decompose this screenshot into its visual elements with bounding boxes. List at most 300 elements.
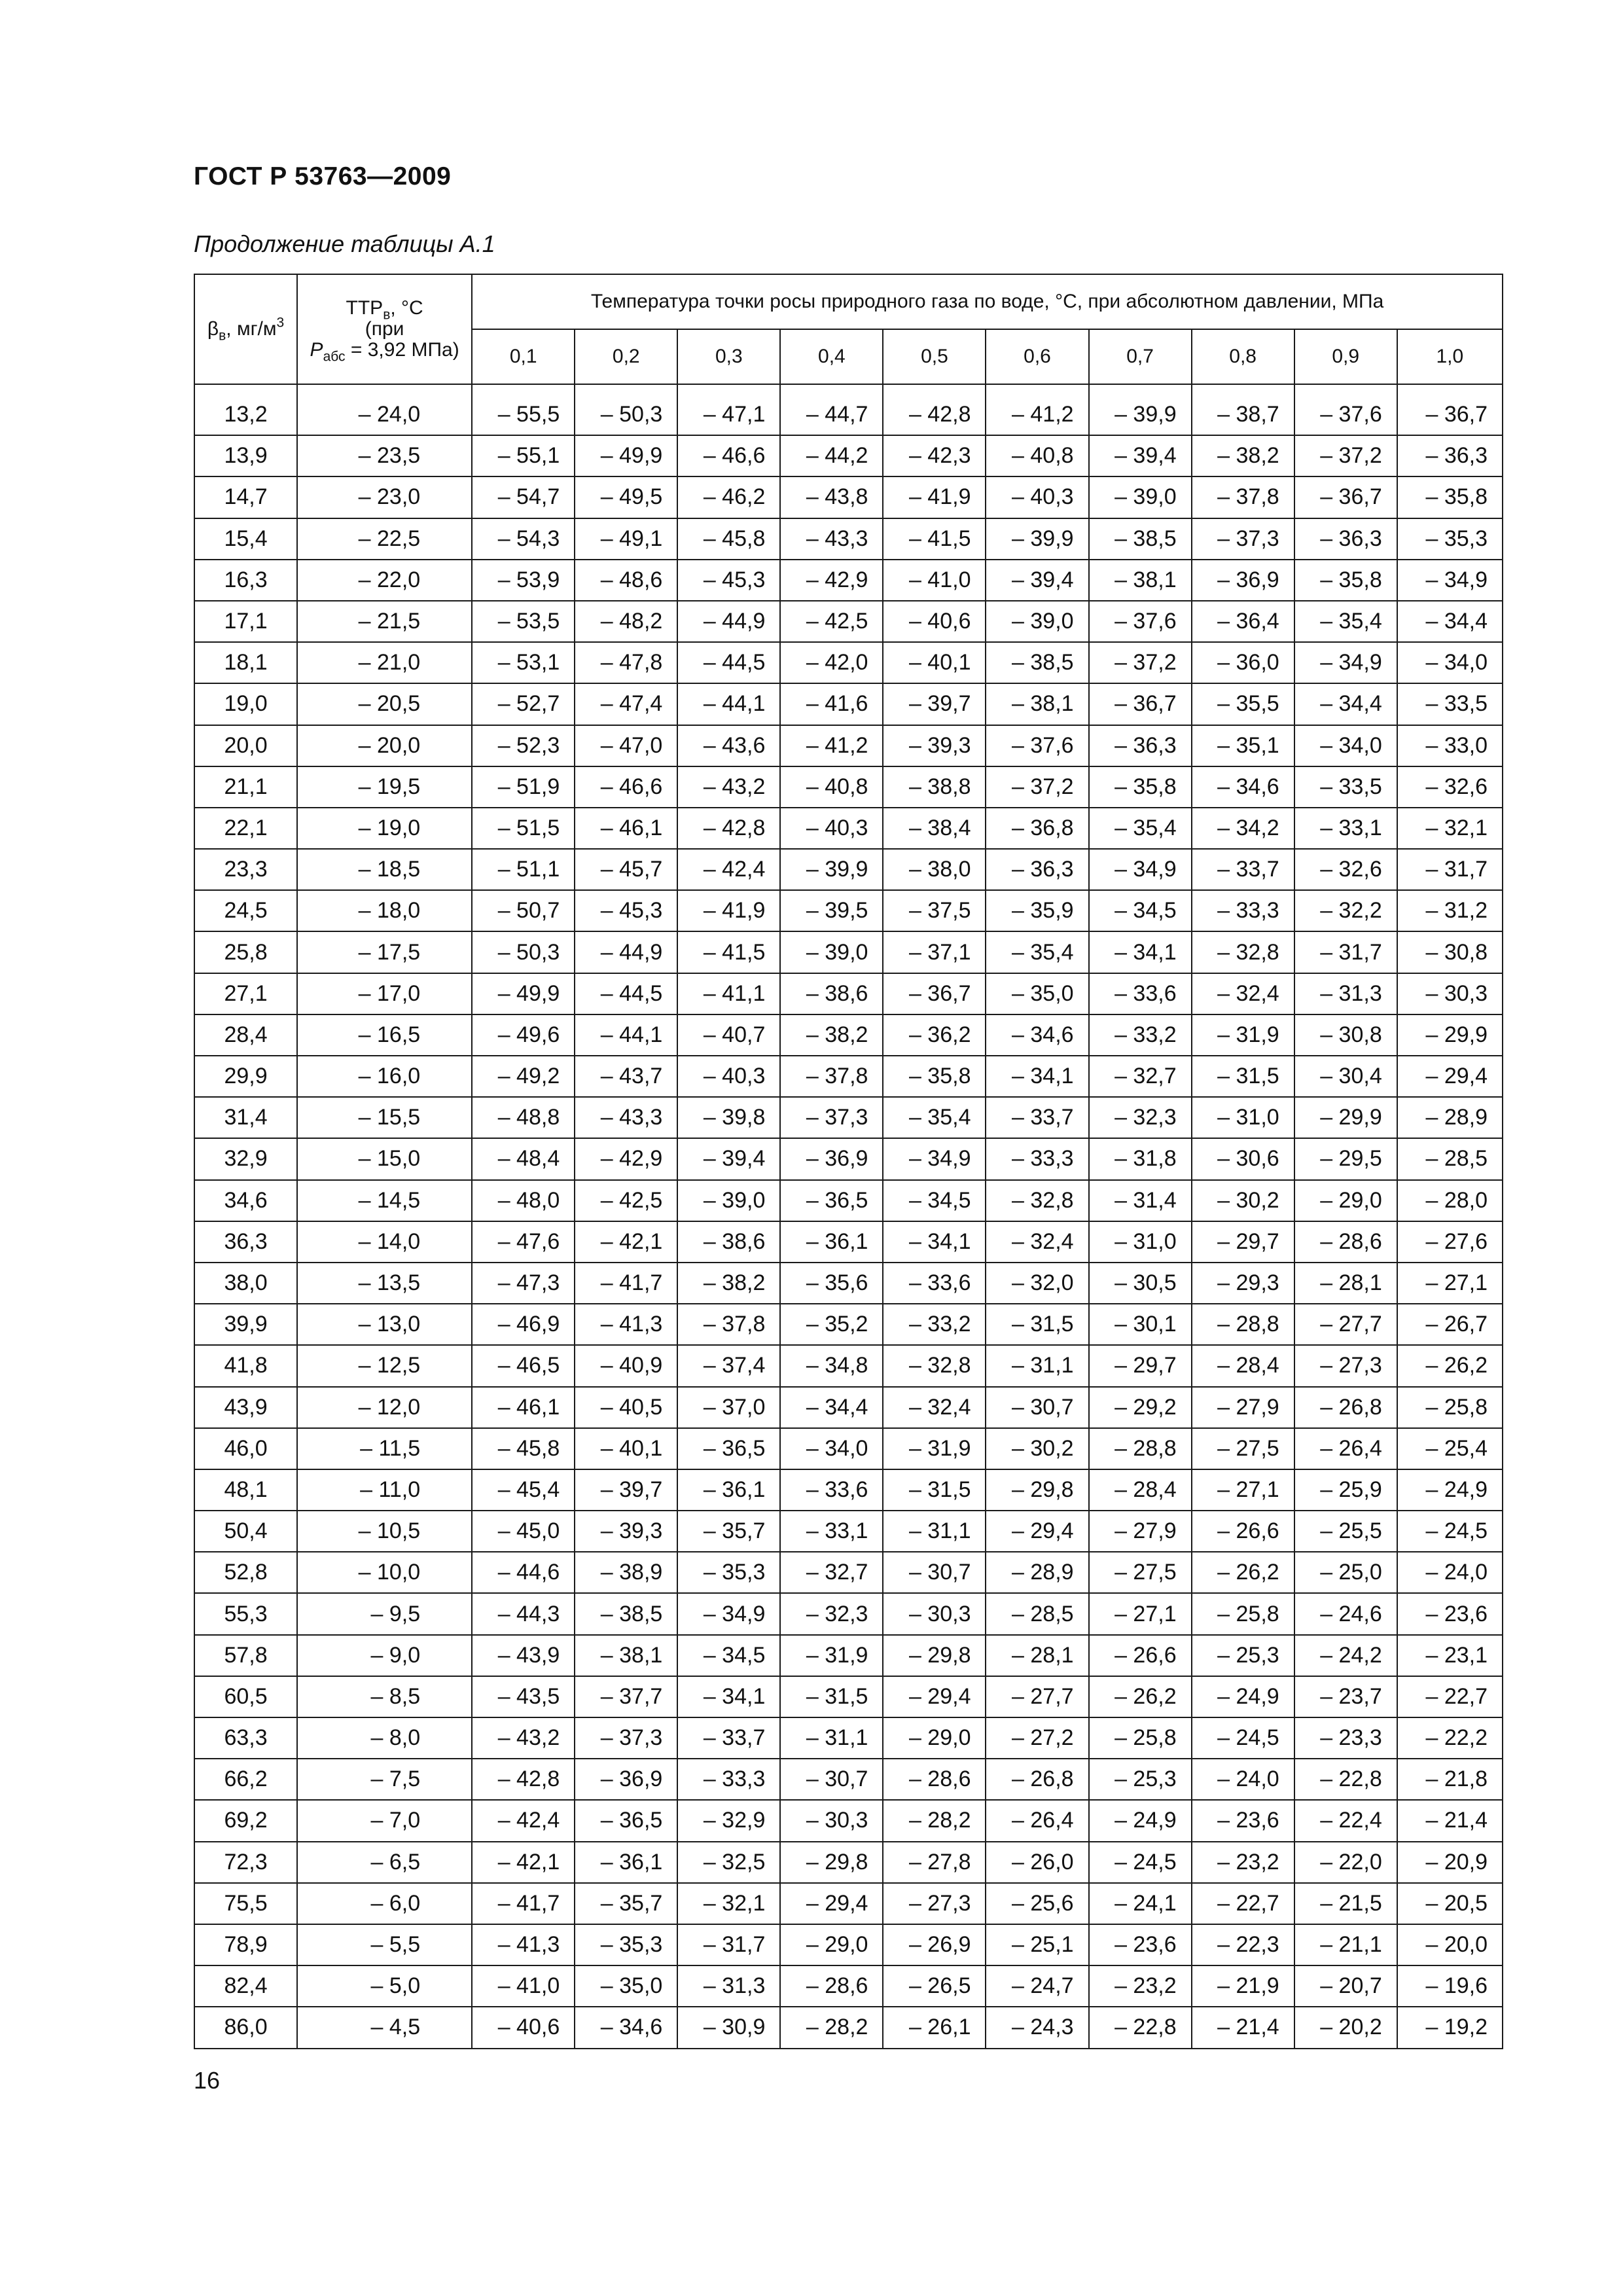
table-row	[194, 1842, 1503, 1883]
cell-dewpoint: – 44,9	[677, 601, 780, 642]
cell-dewpoint: – 50,3	[472, 931, 575, 973]
cell-dewpoint: – 38,5	[575, 1593, 677, 1634]
cell-dewpoint: – 25,4	[1397, 1428, 1503, 1469]
table-row	[194, 1635, 1503, 1676]
header-beta	[194, 274, 297, 384]
cell-dewpoint: – 34,8	[780, 1345, 883, 1386]
cell-dewpoint: – 41,2	[780, 725, 883, 766]
cell-dewpoint: – 46,1	[472, 1387, 575, 1428]
gap-cell	[575, 384, 677, 395]
beta-unit: , мг/м	[226, 318, 277, 340]
cell-dewpoint: – 28,8	[1192, 1304, 1294, 1345]
cell-dewpoint: – 37,4	[677, 1345, 780, 1386]
table-row	[194, 1924, 1503, 1965]
cell-ttr: – 6,0	[297, 1883, 472, 1924]
cell-dewpoint: – 35,7	[575, 1883, 677, 1924]
cell-dewpoint: – 36,3	[1397, 435, 1503, 476]
cell-dewpoint: – 31,7	[1397, 849, 1503, 890]
cell-dewpoint: – 35,7	[677, 1511, 780, 1552]
cell-dewpoint: – 26,8	[986, 1759, 1088, 1800]
cell-dewpoint: – 49,1	[575, 518, 677, 560]
cell-dewpoint: – 30,9	[677, 2007, 780, 2048]
cell-dewpoint: – 24,2	[1294, 1635, 1397, 1676]
cell-dewpoint: – 42,5	[780, 601, 883, 642]
cell-dewpoint: – 39,0	[986, 601, 1088, 642]
cell-dewpoint: – 35,8	[1294, 560, 1397, 601]
cell-dewpoint: – 47,1	[677, 395, 780, 435]
cell-beta: 17,1	[194, 601, 297, 642]
cell-dewpoint: – 35,3	[1397, 518, 1503, 560]
ttr-line-1	[298, 297, 471, 323]
cell-dewpoint: – 33,1	[1294, 808, 1397, 849]
cell-dewpoint: – 28,2	[780, 2007, 883, 2048]
cell-dewpoint: – 43,5	[472, 1676, 575, 1717]
cell-dewpoint: – 25,5	[1294, 1511, 1397, 1552]
cell-dewpoint: – 31,5	[986, 1304, 1088, 1345]
cell-dewpoint: – 29,4	[1397, 1056, 1503, 1097]
cell-dewpoint: – 53,9	[472, 560, 575, 601]
cell-dewpoint: – 19,6	[1397, 1965, 1503, 2007]
cell-beta: 69,2	[194, 1800, 297, 1841]
cell-ttr: – 8,5	[297, 1676, 472, 1717]
cell-dewpoint: – 37,8	[780, 1056, 883, 1097]
cell-dewpoint: – 37,7	[575, 1676, 677, 1717]
cell-dewpoint: – 37,2	[986, 766, 1088, 808]
table-row	[194, 1428, 1503, 1469]
cell-dewpoint: – 23,2	[1089, 1965, 1192, 2007]
cell-beta: 66,2	[194, 1759, 297, 1800]
cell-ttr: – 22,0	[297, 560, 472, 601]
cell-beta: 13,9	[194, 435, 297, 476]
cell-dewpoint: – 38,5	[1089, 518, 1192, 560]
cell-dewpoint: – 20,7	[1294, 1965, 1397, 2007]
cell-dewpoint: – 40,1	[883, 642, 986, 683]
gap-cell	[472, 384, 575, 395]
cell-dewpoint: – 45,8	[677, 518, 780, 560]
cell-dewpoint: – 54,3	[472, 518, 575, 560]
cell-dewpoint: – 32,7	[1089, 1056, 1192, 1097]
cell-dewpoint: – 27,6	[1397, 1221, 1503, 1263]
cell-dewpoint: – 37,2	[1089, 642, 1192, 683]
table-row	[194, 1263, 1503, 1304]
cell-dewpoint: – 39,0	[1089, 476, 1192, 518]
cell-dewpoint: – 29,4	[986, 1511, 1088, 1552]
beta-unit-power: 3	[276, 315, 285, 331]
table-row	[194, 2007, 1503, 2048]
cell-dewpoint: – 55,1	[472, 435, 575, 476]
cell-dewpoint: – 41,9	[883, 476, 986, 518]
cell-dewpoint: – 24,9	[1397, 1469, 1503, 1511]
cell-ttr: – 9,0	[297, 1635, 472, 1676]
cell-dewpoint: – 41,5	[883, 518, 986, 560]
cell-dewpoint: – 37,3	[780, 1097, 883, 1138]
cell-dewpoint: – 45,8	[472, 1428, 575, 1469]
cell-dewpoint: – 34,4	[780, 1387, 883, 1428]
cell-dewpoint: – 33,2	[1089, 1014, 1192, 1056]
cell-dewpoint: – 25,8	[1192, 1593, 1294, 1634]
cell-dewpoint: – 33,7	[986, 1097, 1088, 1138]
cell-dewpoint: – 28,2	[883, 1800, 986, 1841]
cell-dewpoint: – 46,1	[575, 808, 677, 849]
cell-dewpoint: – 22,3	[1192, 1924, 1294, 1965]
cell-dewpoint: – 44,5	[677, 642, 780, 683]
cell-dewpoint: – 30,7	[780, 1759, 883, 1800]
cell-dewpoint: – 34,2	[1192, 808, 1294, 849]
cell-dewpoint: – 28,6	[883, 1759, 986, 1800]
gap-cell	[780, 384, 883, 395]
cell-dewpoint: – 35,1	[1192, 725, 1294, 766]
cell-dewpoint: – 31,7	[1294, 931, 1397, 973]
cell-dewpoint: – 44,3	[472, 1593, 575, 1634]
cell-dewpoint: – 30,8	[1294, 1014, 1397, 1056]
cell-dewpoint: – 42,3	[883, 435, 986, 476]
cell-dewpoint: – 32,0	[986, 1263, 1088, 1304]
pressure-header-cell: 0,5	[883, 329, 986, 384]
cell-dewpoint: – 29,8	[780, 1842, 883, 1883]
cell-dewpoint: – 45,0	[472, 1511, 575, 1552]
cell-dewpoint: – 40,8	[986, 435, 1088, 476]
cell-dewpoint: – 24,9	[1192, 1676, 1294, 1717]
cell-dewpoint: – 27,9	[1192, 1387, 1294, 1428]
cell-dewpoint: – 31,5	[780, 1676, 883, 1717]
cell-dewpoint: – 32,8	[1192, 931, 1294, 973]
gap-cell	[1294, 384, 1397, 395]
beta-symbol: β	[207, 318, 219, 340]
cell-beta: 27,1	[194, 973, 297, 1014]
cell-dewpoint: – 22,4	[1294, 1800, 1397, 1841]
cell-dewpoint: – 32,4	[883, 1387, 986, 1428]
cell-beta: 22,1	[194, 808, 297, 849]
table-row	[194, 642, 1503, 683]
cell-dewpoint: – 27,1	[1089, 1593, 1192, 1634]
cell-dewpoint: – 46,6	[575, 766, 677, 808]
cell-dewpoint: – 28,5	[1397, 1138, 1503, 1179]
cell-dewpoint: – 24,5	[1397, 1511, 1503, 1552]
cell-dewpoint: – 43,9	[472, 1635, 575, 1676]
cell-dewpoint: – 32,8	[883, 1345, 986, 1386]
cell-dewpoint: – 22,7	[1397, 1676, 1503, 1717]
cell-dewpoint: – 45,3	[575, 890, 677, 931]
cell-dewpoint: – 36,7	[883, 973, 986, 1014]
table-row	[194, 1759, 1503, 1800]
table-row	[194, 766, 1503, 808]
cell-dewpoint: – 31,9	[1192, 1014, 1294, 1056]
cell-dewpoint: – 25,8	[1397, 1387, 1503, 1428]
cell-dewpoint: – 26,9	[883, 1924, 986, 1965]
cell-dewpoint: – 20,9	[1397, 1842, 1503, 1883]
cell-ttr: – 13,5	[297, 1263, 472, 1304]
cell-beta: 48,1	[194, 1469, 297, 1511]
cell-dewpoint: – 24,0	[1397, 1552, 1503, 1593]
cell-dewpoint: – 33,3	[986, 1138, 1088, 1179]
cell-dewpoint: – 32,1	[677, 1883, 780, 1924]
cell-dewpoint: – 43,6	[677, 725, 780, 766]
cell-dewpoint: – 41,3	[472, 1924, 575, 1965]
cell-dewpoint: – 49,6	[472, 1014, 575, 1056]
cell-dewpoint: – 37,3	[1192, 518, 1294, 560]
cell-dewpoint: – 43,2	[472, 1717, 575, 1759]
cell-dewpoint: – 36,1	[677, 1469, 780, 1511]
cell-dewpoint: – 52,3	[472, 725, 575, 766]
cell-dewpoint: – 29,9	[1294, 1097, 1397, 1138]
pressure-header-cell: 0,2	[575, 329, 677, 384]
gap-cell	[297, 384, 472, 395]
table-row	[194, 1138, 1503, 1179]
cell-dewpoint: – 35,9	[986, 890, 1088, 931]
header-gap-row	[194, 384, 1503, 395]
cell-dewpoint: – 49,5	[575, 476, 677, 518]
cell-dewpoint: – 27,3	[883, 1883, 986, 1924]
cell-dewpoint: – 47,8	[575, 642, 677, 683]
cell-dewpoint: – 53,5	[472, 601, 575, 642]
cell-dewpoint: – 41,0	[883, 560, 986, 601]
cell-beta: 43,9	[194, 1387, 297, 1428]
cell-dewpoint: – 34,5	[1089, 890, 1192, 931]
cell-dewpoint: – 33,0	[1397, 725, 1503, 766]
cell-dewpoint: – 30,7	[883, 1552, 986, 1593]
table-row	[194, 395, 1503, 435]
cell-dewpoint: – 26,8	[1294, 1387, 1397, 1428]
cell-dewpoint: – 35,8	[1089, 766, 1192, 808]
cell-dewpoint: – 32,2	[1294, 890, 1397, 931]
cell-ttr: – 21,0	[297, 642, 472, 683]
cell-dewpoint: – 28,5	[986, 1593, 1088, 1634]
cell-dewpoint: – 20,5	[1397, 1883, 1503, 1924]
cell-dewpoint: – 33,7	[677, 1717, 780, 1759]
cell-dewpoint: – 29,2	[1089, 1387, 1192, 1428]
cell-dewpoint: – 32,3	[780, 1593, 883, 1634]
cell-ttr: – 5,5	[297, 1924, 472, 1965]
cell-dewpoint: – 34,5	[883, 1180, 986, 1221]
cell-dewpoint: – 48,0	[472, 1180, 575, 1221]
table-row	[194, 1965, 1503, 2007]
cell-ttr: – 14,0	[297, 1221, 472, 1263]
page-number: 16	[194, 2067, 221, 2094]
gap-cell	[677, 384, 780, 395]
cell-dewpoint: – 34,9	[677, 1593, 780, 1634]
cell-beta: 38,0	[194, 1263, 297, 1304]
cell-beta: 24,5	[194, 890, 297, 931]
cell-dewpoint: – 36,5	[575, 1800, 677, 1841]
cell-dewpoint: – 31,0	[1089, 1221, 1192, 1263]
cell-dewpoint: – 26,1	[883, 2007, 986, 2048]
cell-dewpoint: – 31,5	[883, 1469, 986, 1511]
cell-dewpoint: – 44,1	[575, 1014, 677, 1056]
cell-dewpoint: – 34,6	[575, 2007, 677, 2048]
cell-dewpoint: – 30,8	[1397, 931, 1503, 973]
cell-dewpoint: – 24,7	[986, 1965, 1088, 2007]
cell-ttr: – 11,0	[297, 1469, 472, 1511]
cell-dewpoint: – 21,4	[1192, 2007, 1294, 2048]
table-row	[194, 476, 1503, 518]
cell-dewpoint: – 41,6	[780, 683, 883, 725]
cell-beta: 13,2	[194, 395, 297, 435]
cell-dewpoint: – 37,2	[1294, 435, 1397, 476]
table-row	[194, 1800, 1503, 1841]
cell-dewpoint: – 47,6	[472, 1221, 575, 1263]
cell-dewpoint: – 19,2	[1397, 2007, 1503, 2048]
cell-dewpoint: – 25,0	[1294, 1552, 1397, 1593]
cell-dewpoint: – 28,6	[1294, 1221, 1397, 1263]
cell-dewpoint: – 26,4	[986, 1800, 1088, 1841]
pressure-header-cell: 0,8	[1192, 329, 1294, 384]
table-row	[194, 601, 1503, 642]
pressure-header-cell: 0,6	[986, 329, 1088, 384]
cell-dewpoint: – 35,2	[780, 1304, 883, 1345]
cell-dewpoint: – 55,5	[472, 395, 575, 435]
cell-dewpoint: – 33,3	[1192, 890, 1294, 931]
table-row	[194, 1180, 1503, 1221]
table-row	[194, 1345, 1503, 1386]
cell-dewpoint: – 39,4	[1089, 435, 1192, 476]
cell-dewpoint: – 37,3	[575, 1717, 677, 1759]
cell-ttr: – 7,5	[297, 1759, 472, 1800]
ttr-line-3	[298, 339, 471, 365]
cell-dewpoint: – 45,3	[677, 560, 780, 601]
cell-dewpoint: – 27,8	[883, 1842, 986, 1883]
cell-dewpoint: – 31,8	[1089, 1138, 1192, 1179]
cell-dewpoint: – 40,6	[883, 601, 986, 642]
document-header: ГОСТ Р 53763—2009	[194, 162, 452, 190]
cell-dewpoint: – 31,3	[677, 1965, 780, 2007]
cell-dewpoint: – 34,0	[1294, 725, 1397, 766]
cell-beta: 86,0	[194, 2007, 297, 2048]
pressure-header-cell: 0,3	[677, 329, 780, 384]
cell-beta: 16,3	[194, 560, 297, 601]
cell-dewpoint: – 28,9	[1397, 1097, 1503, 1138]
table-row	[194, 1097, 1503, 1138]
cell-dewpoint: – 39,8	[677, 1097, 780, 1138]
cell-dewpoint: – 42,9	[780, 560, 883, 601]
cell-dewpoint: – 37,5	[883, 890, 986, 931]
cell-dewpoint: – 24,5	[1192, 1717, 1294, 1759]
table-row	[194, 1676, 1503, 1717]
cell-dewpoint: – 45,4	[472, 1469, 575, 1511]
cell-dewpoint: – 43,8	[780, 476, 883, 518]
cell-dewpoint: – 30,3	[780, 1800, 883, 1841]
cell-dewpoint: – 29,8	[883, 1635, 986, 1676]
cell-beta: 19,0	[194, 683, 297, 725]
cell-dewpoint: – 41,5	[677, 931, 780, 973]
cell-dewpoint: – 32,5	[677, 1842, 780, 1883]
cell-ttr: – 22,5	[297, 518, 472, 560]
cell-dewpoint: – 27,1	[1397, 1263, 1503, 1304]
cell-dewpoint: – 40,3	[677, 1056, 780, 1097]
cell-ttr: – 11,5	[297, 1428, 472, 1469]
cell-dewpoint: – 24,0	[1192, 1759, 1294, 1800]
cell-dewpoint: – 29,0	[1294, 1180, 1397, 1221]
cell-dewpoint: – 22,8	[1294, 1759, 1397, 1800]
cell-dewpoint: – 22,0	[1294, 1842, 1397, 1883]
pressure-subscript: абс	[323, 349, 346, 365]
cell-dewpoint: – 36,2	[883, 1014, 986, 1056]
cell-dewpoint: – 42,9	[575, 1138, 677, 1179]
cell-dewpoint: – 31,9	[780, 1635, 883, 1676]
cell-dewpoint: – 31,5	[1192, 1056, 1294, 1097]
cell-dewpoint: – 29,7	[1192, 1221, 1294, 1263]
cell-dewpoint: – 32,3	[1089, 1097, 1192, 1138]
cell-ttr: – 23,5	[297, 435, 472, 476]
cell-dewpoint: – 44,5	[575, 973, 677, 1014]
cell-beta: 63,3	[194, 1717, 297, 1759]
ttr-unit: , °С	[390, 297, 423, 319]
cell-ttr: – 7,0	[297, 1800, 472, 1841]
cell-dewpoint: – 44,6	[472, 1552, 575, 1593]
cell-dewpoint: – 34,9	[1397, 560, 1503, 601]
cell-beta: 23,3	[194, 849, 297, 890]
cell-dewpoint: – 28,0	[1397, 1180, 1503, 1221]
cell-ttr: – 23,0	[297, 476, 472, 518]
cell-dewpoint: – 25,1	[986, 1924, 1088, 1965]
cell-dewpoint: – 35,3	[575, 1924, 677, 1965]
cell-dewpoint: – 47,4	[575, 683, 677, 725]
cell-ttr: – 10,5	[297, 1511, 472, 1552]
cell-dewpoint: – 36,8	[986, 808, 1088, 849]
cell-dewpoint: – 40,7	[677, 1014, 780, 1056]
cell-dewpoint: – 46,5	[472, 1345, 575, 1386]
cell-dewpoint: – 29,0	[883, 1717, 986, 1759]
cell-dewpoint: – 35,0	[986, 973, 1088, 1014]
cell-dewpoint: – 42,4	[677, 849, 780, 890]
cell-dewpoint: – 38,7	[1192, 395, 1294, 435]
cell-dewpoint: – 35,5	[1192, 683, 1294, 725]
cell-dewpoint: – 24,9	[1089, 1800, 1192, 1841]
pressure-header-cell: 0,9	[1294, 329, 1397, 384]
cell-dewpoint: – 48,6	[575, 560, 677, 601]
cell-ttr: – 9,5	[297, 1593, 472, 1634]
cell-beta: 52,8	[194, 1552, 297, 1593]
cell-dewpoint: – 34,9	[1089, 849, 1192, 890]
cell-dewpoint: – 38,8	[883, 766, 986, 808]
cell-dewpoint: – 34,9	[1294, 642, 1397, 683]
table-caption: Продолжение таблицы А.1	[194, 230, 495, 257]
cell-dewpoint: – 33,1	[780, 1511, 883, 1552]
cell-dewpoint: – 31,3	[1294, 973, 1397, 1014]
cell-beta: 75,5	[194, 1883, 297, 1924]
cell-dewpoint: – 40,3	[986, 476, 1088, 518]
cell-dewpoint: – 29,0	[780, 1924, 883, 1965]
cell-dewpoint: – 42,5	[575, 1180, 677, 1221]
cell-dewpoint: – 33,5	[1294, 766, 1397, 808]
cell-beta: 28,4	[194, 1014, 297, 1056]
gap-cell	[1397, 384, 1503, 395]
ttr-label: ТТР	[346, 297, 383, 319]
cell-dewpoint: – 42,1	[575, 1221, 677, 1263]
pressure-header-cell: 0,7	[1089, 329, 1192, 384]
table-row	[194, 435, 1503, 476]
cell-ttr: – 19,5	[297, 766, 472, 808]
gap-cell	[986, 384, 1088, 395]
table-row	[194, 1511, 1503, 1552]
cell-dewpoint: – 42,8	[677, 808, 780, 849]
beta-subscript: в	[219, 328, 226, 344]
cell-beta: 50,4	[194, 1511, 297, 1552]
cell-ttr: – 12,5	[297, 1345, 472, 1386]
cell-dewpoint: – 36,0	[1192, 642, 1294, 683]
cell-dewpoint: – 23,3	[1294, 1717, 1397, 1759]
cell-dewpoint: – 39,9	[780, 849, 883, 890]
cell-dewpoint: – 37,8	[1192, 476, 1294, 518]
cell-dewpoint: – 42,0	[780, 642, 883, 683]
cell-beta: 78,9	[194, 1924, 297, 1965]
cell-dewpoint: – 31,4	[1089, 1180, 1192, 1221]
cell-dewpoint: – 21,4	[1397, 1800, 1503, 1841]
cell-dewpoint: – 40,1	[575, 1428, 677, 1469]
cell-dewpoint: – 21,9	[1192, 1965, 1294, 2007]
cell-ttr: – 10,0	[297, 1552, 472, 1593]
table-row	[194, 849, 1503, 890]
cell-dewpoint: – 23,2	[1192, 1842, 1294, 1883]
